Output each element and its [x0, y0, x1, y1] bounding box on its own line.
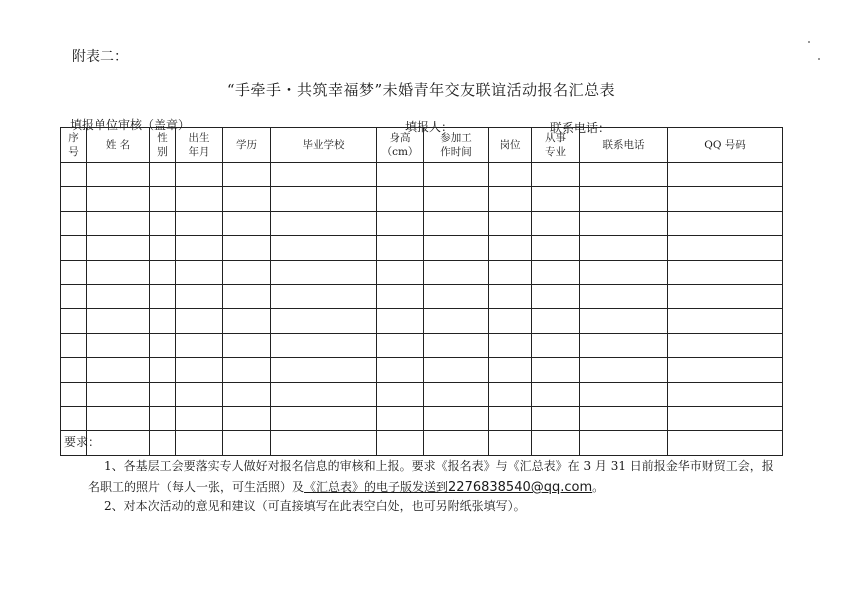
table-cell[interactable] — [580, 333, 668, 357]
page-title: “手牵手・共筑幸福梦”未婚青年交友联谊活动报名汇总表 — [226, 81, 616, 99]
table-cell[interactable] — [668, 187, 783, 211]
table-cell[interactable] — [377, 406, 424, 430]
table-cell[interactable] — [87, 382, 150, 406]
table-row — [61, 382, 783, 406]
table-cell[interactable] — [489, 333, 532, 357]
column-header: 学历 — [223, 128, 271, 163]
table-cell[interactable] — [424, 309, 489, 333]
table-row — [61, 211, 783, 235]
summary-form-email-note: 《汇总表》的电子版发送到2276838540@qq.com — [304, 480, 593, 495]
requirement-1-text: 名职工的照片（每人一张，可生活照）及 — [88, 480, 305, 494]
table-cell[interactable] — [223, 163, 271, 187]
table-cell[interactable] — [668, 358, 783, 382]
table-cell[interactable] — [532, 431, 580, 455]
table-cell[interactable] — [271, 260, 377, 284]
table-cell[interactable] — [377, 260, 424, 284]
table-row — [61, 358, 783, 382]
table-cell[interactable] — [532, 211, 580, 235]
table-cell[interactable] — [424, 406, 489, 430]
table-cell[interactable] — [223, 211, 271, 235]
table-cell[interactable] — [580, 358, 668, 382]
table-cell[interactable] — [580, 382, 668, 406]
table-cell[interactable] — [532, 309, 580, 333]
table-cell[interactable] — [176, 211, 223, 235]
table-row — [61, 260, 783, 284]
table-cell[interactable] — [580, 211, 668, 235]
column-header: QQ 号码 — [668, 128, 783, 163]
table-header-row — [61, 128, 783, 163]
table-cell[interactable] — [176, 309, 223, 333]
table-cell[interactable] — [377, 382, 424, 406]
table-cell[interactable] — [176, 187, 223, 211]
table-cell[interactable] — [87, 284, 150, 308]
table-cell[interactable] — [61, 284, 87, 308]
table-row — [61, 163, 783, 187]
scan-speck — [818, 58, 820, 60]
column-header: 姓 名 — [87, 128, 150, 163]
table-cell[interactable] — [176, 236, 223, 260]
table-cell[interactable] — [61, 382, 87, 406]
table-cell[interactable] — [489, 236, 532, 260]
table-cell[interactable] — [223, 309, 271, 333]
contact-phone-label: 联系电话： — [550, 121, 611, 135]
table-cell[interactable] — [223, 187, 271, 211]
table-cell[interactable] — [580, 284, 668, 308]
table-cell[interactable] — [424, 382, 489, 406]
table-cell[interactable] — [87, 333, 150, 357]
email-address: 2276838540@qq.com — [448, 480, 593, 495]
table-cell[interactable] — [176, 431, 223, 455]
table-cell[interactable] — [271, 358, 377, 382]
requirements-label: 要求： — [64, 435, 101, 449]
table-cell[interactable] — [61, 358, 87, 382]
filler-label: 填报人： — [405, 120, 454, 134]
table-cell[interactable] — [61, 333, 87, 357]
table-cell[interactable] — [150, 431, 176, 455]
table-cell[interactable] — [377, 333, 424, 357]
table-cell[interactable] — [176, 284, 223, 308]
table-cell[interactable] — [271, 382, 377, 406]
table-cell[interactable] — [532, 333, 580, 357]
fill-unit-label: 填报单位审核（盖章） — [70, 118, 191, 132]
table-cell[interactable] — [532, 187, 580, 211]
table-cell[interactable] — [223, 382, 271, 406]
table-cell[interactable] — [377, 236, 424, 260]
table-cell[interactable] — [87, 358, 150, 382]
table-cell[interactable] — [489, 382, 532, 406]
table-cell[interactable] — [61, 163, 87, 187]
requirement-1-line-1: 1、各基层工会要落实专人做好对报名信息的审核和上报。要求《报名表》与《汇总表》在 3 月 31 日前报金华市财贸工会，报 — [104, 459, 774, 473]
table-cell[interactable] — [87, 163, 150, 187]
table-cell[interactable] — [61, 211, 87, 235]
column-header: 从事 专业 — [532, 128, 580, 163]
table-cell[interactable] — [176, 333, 223, 357]
table-cell[interactable] — [580, 260, 668, 284]
table-row — [61, 333, 783, 357]
table-cell[interactable] — [489, 309, 532, 333]
column-header: 出生 年月 — [176, 128, 223, 163]
table-cell[interactable] — [150, 163, 176, 187]
table-cell[interactable] — [668, 260, 783, 284]
column-header: 身高 （cm） — [377, 128, 424, 163]
scan-speck — [808, 41, 810, 43]
column-header: 毕业学校 — [271, 128, 377, 163]
table-cell[interactable] — [489, 358, 532, 382]
registration-table — [60, 127, 783, 456]
table-cell[interactable] — [532, 382, 580, 406]
table-cell[interactable] — [424, 163, 489, 187]
table-cell[interactable] — [271, 284, 377, 308]
table-cell[interactable] — [424, 431, 489, 455]
table-cell[interactable] — [580, 406, 668, 430]
table-cell[interactable] — [489, 284, 532, 308]
table-cell[interactable] — [668, 236, 783, 260]
table-cell[interactable] — [176, 358, 223, 382]
table-cell[interactable] — [424, 333, 489, 357]
table-cell[interactable] — [87, 236, 150, 260]
table-cell[interactable] — [377, 211, 424, 235]
table-cell[interactable] — [580, 309, 668, 333]
table-cell[interactable] — [150, 309, 176, 333]
table-cell[interactable] — [580, 431, 668, 455]
table-cell[interactable] — [271, 406, 377, 430]
requirement-2: 2、对本次活动的意见和建议（可直接填写在此表空白处，也可另附纸张填写）。 — [104, 499, 526, 513]
table-cell[interactable] — [424, 187, 489, 211]
table-row — [61, 309, 783, 333]
table-cell[interactable] — [489, 260, 532, 284]
table-cell[interactable] — [61, 260, 87, 284]
table-cell[interactable] — [377, 163, 424, 187]
table-row — [61, 431, 783, 455]
column-header: 岗位 — [489, 128, 532, 163]
table-cell[interactable] — [532, 163, 580, 187]
table-cell[interactable] — [223, 358, 271, 382]
column-header: 序 号 — [61, 128, 87, 163]
table-cell[interactable] — [532, 260, 580, 284]
table-cell[interactable] — [223, 431, 271, 455]
table-cell[interactable] — [87, 406, 150, 430]
table-cell[interactable] — [150, 260, 176, 284]
table-cell[interactable] — [377, 358, 424, 382]
table-cell[interactable] — [668, 431, 783, 455]
table-cell[interactable] — [61, 309, 87, 333]
table-row — [61, 406, 783, 430]
table-cell[interactable] — [489, 431, 532, 455]
table-cell[interactable] — [489, 406, 532, 430]
table-cell[interactable] — [176, 406, 223, 430]
table-cell[interactable] — [150, 358, 176, 382]
table-cell[interactable] — [87, 260, 150, 284]
table-cell[interactable] — [150, 187, 176, 211]
table-cell[interactable] — [223, 406, 271, 430]
table-cell[interactable] — [176, 382, 223, 406]
table-cell[interactable] — [223, 236, 271, 260]
table-cell[interactable] — [87, 211, 150, 235]
table-cell[interactable] — [271, 333, 377, 357]
table-cell[interactable] — [668, 309, 783, 333]
annex-label: 附表二： — [72, 49, 128, 65]
column-header: 参加工 作时间 — [424, 128, 489, 163]
table-cell[interactable] — [424, 211, 489, 235]
table-cell[interactable] — [377, 187, 424, 211]
table-cell[interactable] — [150, 284, 176, 308]
table-cell[interactable] — [223, 284, 271, 308]
table-cell[interactable] — [176, 163, 223, 187]
table-row — [61, 236, 783, 260]
table-cell[interactable] — [580, 236, 668, 260]
table-cell[interactable] — [532, 236, 580, 260]
table-cell[interactable] — [176, 260, 223, 284]
table-cell[interactable] — [87, 309, 150, 333]
table-cell[interactable] — [61, 187, 87, 211]
table-cell[interactable] — [271, 431, 377, 455]
column-header: 性 别 — [150, 128, 176, 163]
table-cell[interactable] — [668, 284, 783, 308]
table-cell[interactable] — [532, 406, 580, 430]
table-cell[interactable] — [377, 284, 424, 308]
table-cell[interactable] — [424, 284, 489, 308]
table-cell[interactable] — [532, 284, 580, 308]
table-cell[interactable] — [271, 236, 377, 260]
table-cell[interactable] — [668, 333, 783, 357]
table-cell[interactable] — [271, 309, 377, 333]
table-cell[interactable] — [668, 406, 783, 430]
table-cell[interactable] — [580, 163, 668, 187]
table-row — [61, 284, 783, 308]
table-cell[interactable] — [489, 211, 532, 235]
table-cell[interactable] — [532, 358, 580, 382]
table-cell[interactable] — [424, 236, 489, 260]
table-cell[interactable] — [489, 163, 532, 187]
table-cell[interactable] — [150, 236, 176, 260]
table-cell[interactable] — [377, 309, 424, 333]
table-cell[interactable] — [668, 163, 783, 187]
table-cell[interactable] — [61, 406, 87, 430]
table-cell[interactable] — [61, 236, 87, 260]
table-cell[interactable] — [580, 187, 668, 211]
table-cell[interactable] — [271, 211, 377, 235]
table-cell[interactable] — [668, 211, 783, 235]
requirement-1-line-2: 名职工的照片（每人一张，可生活照）及《汇总表》的电子版发送到2276838540@qq.com。 — [88, 480, 605, 495]
table-cell[interactable] — [668, 382, 783, 406]
table-cell[interactable] — [271, 187, 377, 211]
table-row — [61, 187, 783, 211]
table-cell[interactable] — [223, 333, 271, 357]
table-cell[interactable] — [424, 358, 489, 382]
table-cell[interactable] — [87, 187, 150, 211]
table-cell[interactable] — [377, 431, 424, 455]
table-cell[interactable] — [424, 260, 489, 284]
table-cell[interactable] — [150, 406, 176, 430]
table-cell[interactable] — [150, 211, 176, 235]
table-cell[interactable] — [271, 163, 377, 187]
table-cell[interactable] — [150, 333, 176, 357]
table-cell[interactable] — [489, 187, 532, 211]
table-cell[interactable] — [223, 260, 271, 284]
column-header: 联系电话 — [580, 128, 668, 163]
table-cell[interactable] — [150, 382, 176, 406]
